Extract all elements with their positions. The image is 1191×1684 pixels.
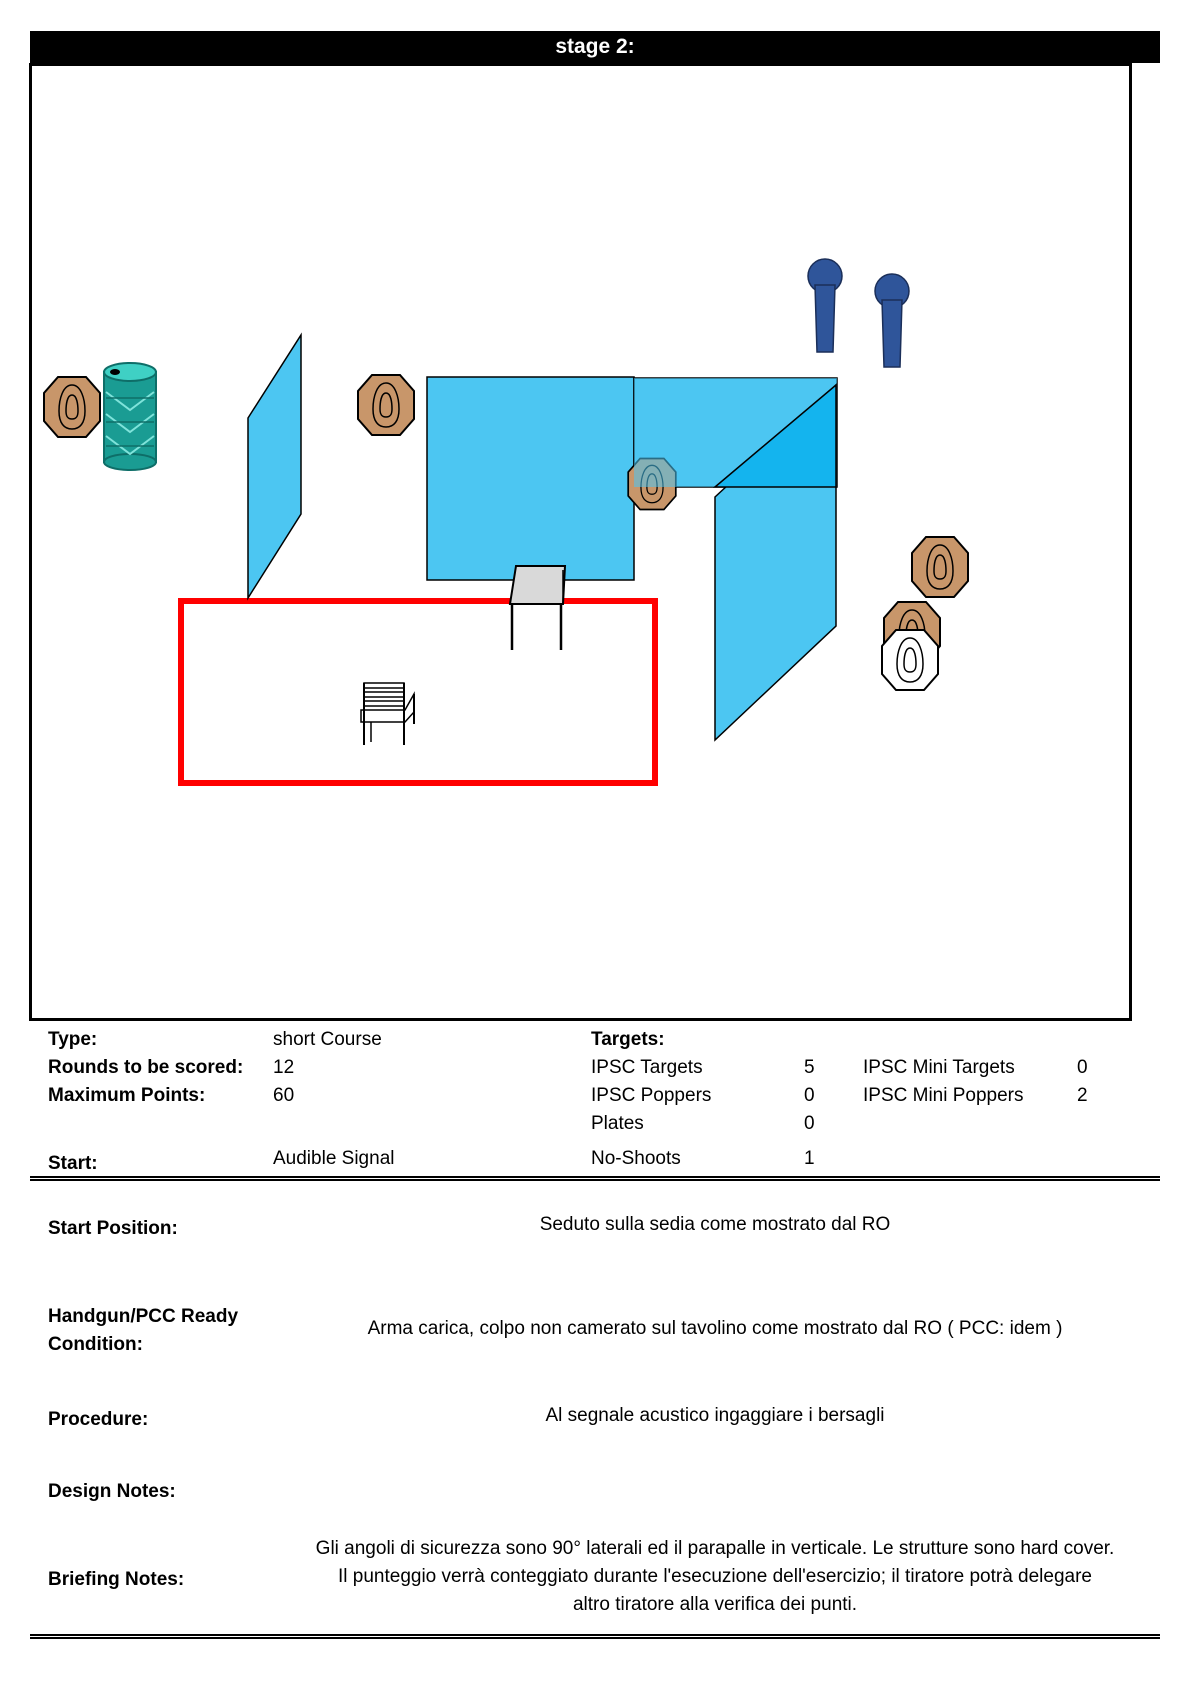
- barrel-icon: [104, 363, 156, 470]
- summary-divider: [30, 1176, 1160, 1181]
- mini-popper-1: [808, 259, 842, 352]
- no-shoots-value: 1: [804, 1148, 815, 1169]
- type-label: Type:: [48, 1029, 98, 1050]
- shooting-area-fault-line: [181, 601, 655, 783]
- table-icon: [510, 566, 565, 650]
- briefing-notes-line3: altro tiratore alla verifica dei punti.: [572, 1594, 858, 1615]
- briefing-notes-line1: Gli angoli di sicurezza sono 90° laterali ed il parapalle in verticale. Le strutture sono hard cover.: [315, 1538, 1115, 1559]
- plates-value: 0: [804, 1113, 815, 1134]
- start-label: Start:: [48, 1153, 98, 1174]
- chair-icon: [361, 683, 414, 745]
- type-value: short Course: [273, 1029, 382, 1050]
- targets-label: Targets:: [591, 1029, 665, 1050]
- bottom-divider: [30, 1634, 1160, 1639]
- briefing-notes-line2: Il punteggio verrà conteggiato durante l'esecuzione dell'esercizio; il tiratore potrà delegare: [338, 1566, 1092, 1587]
- rounds-value: 12: [273, 1057, 295, 1078]
- ipsc-poppers-label: IPSC Poppers: [591, 1085, 712, 1106]
- max-points-value: 60: [273, 1085, 295, 1106]
- start-position-value: Seduto sulla sedia come mostrato dal RO: [539, 1214, 891, 1235]
- procedure-value: Al segnale acustico ingaggiare i bersagli: [545, 1405, 885, 1426]
- start-position-label: Start Position:: [48, 1218, 178, 1239]
- mini-popper-2: [875, 274, 909, 367]
- left-wall: [248, 335, 301, 598]
- ipsc-target-right-upper: [912, 537, 968, 597]
- ipsc-target-left: [44, 377, 100, 437]
- ipsc-target-center: [358, 375, 414, 435]
- design-notes-label: Design Notes:: [48, 1481, 176, 1502]
- plates-label: Plates: [591, 1113, 644, 1134]
- mini-targets-label: IPSC Mini Targets: [863, 1057, 1015, 1078]
- max-points-label: Maximum Points:: [48, 1085, 206, 1106]
- ipsc-targets-label: IPSC Targets: [591, 1057, 703, 1078]
- ipsc-targets-value: 5: [804, 1057, 815, 1078]
- mini-poppers-label: IPSC Mini Poppers: [863, 1085, 1024, 1106]
- mini-poppers-value: 2: [1077, 1085, 1088, 1106]
- start-value: Audible Signal: [273, 1148, 395, 1169]
- procedure-label: Procedure:: [48, 1409, 149, 1430]
- no-shoot-target: [882, 630, 938, 690]
- briefing-notes-label: Briefing Notes:: [48, 1569, 185, 1590]
- ready-condition-value: Arma carica, colpo non camerato sul tavolino come mostrato dal RO ( PCC: idem ): [367, 1318, 1063, 1339]
- ready-label-line2: Condition:: [48, 1334, 143, 1355]
- ready-label-line1: Handgun/PCC Ready: [48, 1306, 239, 1327]
- mini-targets-value: 0: [1077, 1057, 1088, 1078]
- rounds-label: Rounds to be scored:: [48, 1057, 244, 1078]
- center-wall: [427, 377, 634, 580]
- ipsc-poppers-value: 0: [804, 1085, 815, 1106]
- stage-title: stage 2:: [30, 31, 1160, 63]
- no-shoots-label: No-Shoots: [591, 1148, 681, 1169]
